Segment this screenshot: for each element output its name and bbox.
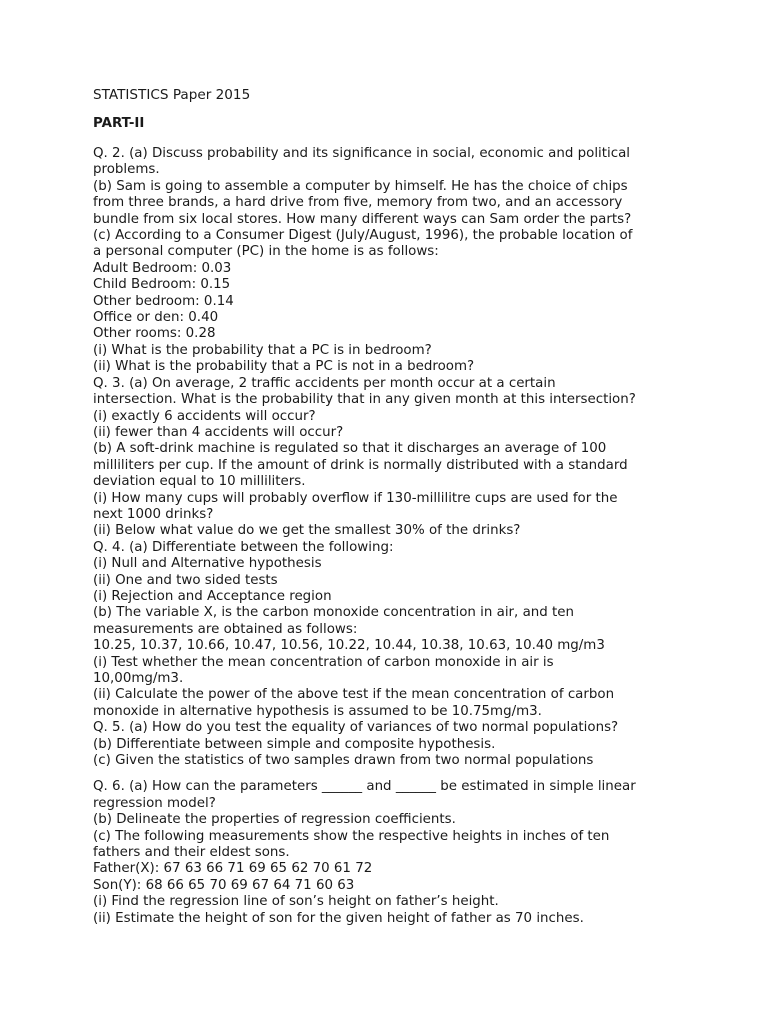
text-line: (b) A soft-drink machine is regulated so that it discharges an average of 100 [93, 441, 607, 457]
section-heading: PART-II [93, 116, 145, 131]
questions-block-2-5 [93, 146, 733, 769]
text-line: Q. 6. (a) How can the parameters ______ and ______ be estimated in simple linear [93, 779, 636, 795]
text-line: Q. 4. (a) Differentiate between the following: [93, 539, 394, 555]
text-line: milliliters per cup. If the amount of drink is normally distributed with a standard [93, 457, 628, 473]
text-line: (ii) One and two sided tests [93, 572, 278, 588]
text-line: Father(X): 67 63 66 71 69 65 62 70 61 72 [93, 861, 373, 877]
text-line: regression model? [93, 795, 216, 811]
text-line: fathers and their eldest sons. [93, 845, 290, 861]
text-line: deviation equal to 10 milliliters. [93, 474, 306, 490]
text-line: 10,00mg/m3. [93, 671, 184, 686]
text-line: 10.25, 10.37, 10.66, 10.47, 10.56, 10.22, 10.44, 10.38, 10.63, 10.40 mg/m3 [93, 638, 605, 654]
text-line: Q. 5. (a) How do you test the equality of variances of two normal populations? [93, 720, 619, 736]
text-line: (ii) Below what value do we get the smallest 30% of the drinks? [93, 523, 521, 539]
paragraph-gap [93, 769, 733, 779]
text-line: monoxide in alternative hypothesis is assumed to be 10.75mg/m3. [93, 703, 542, 719]
text-line: Q. 3. (a) On average, 2 traffic accidents per month occur at a certain [93, 375, 556, 391]
text-line: a personal computer (PC) in the home is as follows: [93, 244, 439, 260]
text-line: (c) Given the statistics of two samples drawn from two normal populations [93, 753, 594, 769]
text-line: (ii) Estimate the height of son for the given height of father as 70 inches. [93, 910, 584, 926]
questions-block-6 [93, 779, 733, 927]
document-page [93, 86, 733, 927]
question-text [93, 146, 733, 927]
text-line: problems. [93, 162, 160, 178]
text-line: intersection. What is the probability that in any given month at this intersection? [93, 392, 636, 408]
text-line: (i) Rejection and Acceptance region [93, 588, 332, 604]
text-line: (b) Differentiate between simple and composite hypothesis. [93, 736, 496, 752]
text-line: (i) Test whether the mean concentration of carbon monoxide in air is [93, 654, 554, 670]
text-line: (b) The variable X, is the carbon monoxide concentration in air, and ten [93, 605, 574, 621]
text-line: Q. 2. (a) Discuss probability and its significance in social, economic and political [93, 146, 631, 161]
text-line: next 1000 drinks? [93, 506, 214, 522]
text-line: (b) Sam is going to assemble a computer by himself. He has the choice of chips [93, 178, 628, 194]
text-line: (c) According to a Consumer Digest (July/August, 1996), the probable location of [93, 228, 633, 244]
text-line: Other bedroom: 0.14 [93, 293, 234, 309]
text-line: Son(Y): 68 66 65 70 69 67 64 71 60 63 [93, 877, 355, 893]
text-line: (i) What is the probability that a PC is in bedroom? [93, 342, 432, 358]
text-line: measurements are obtained as follows: [93, 621, 358, 637]
text-line: (ii) What is the probability that a PC is not in a bedroom? [93, 359, 475, 375]
document-title: STATISTICS Paper 2015 [93, 87, 251, 103]
text-line: Other rooms: 0.28 [93, 326, 216, 342]
text-line: (c) The following measurements show the respective heights in inches of ten [93, 828, 610, 844]
text-line: Office or den: 0.40 [93, 310, 219, 326]
text-line: (i) Null and Alternative hypothesis [93, 556, 322, 572]
text-line: (i) exactly 6 accidents will occur? [93, 408, 316, 424]
text-line: (i) How many cups will probably overflow if 130-millilitre cups are used for the [93, 490, 618, 506]
text-line: (ii) Calculate the power of the above test if the mean concentration of carbon [93, 687, 615, 703]
text-line: bundle from six local stores. How many different ways can Sam order the parts? [93, 211, 632, 227]
text-line: (b) Delineate the properties of regression coefficients. [93, 812, 456, 828]
text-line: Child Bedroom: 0.15 [93, 277, 231, 293]
text-line: from three brands, a hard drive from five, memory from two, and an accessory [93, 195, 623, 211]
text-line: Adult Bedroom: 0.03 [93, 260, 232, 276]
text-line: (i) Find the regression line of son’s height on father’s height. [93, 894, 499, 910]
text-line: (ii) fewer than 4 accidents will occur? [93, 424, 344, 440]
